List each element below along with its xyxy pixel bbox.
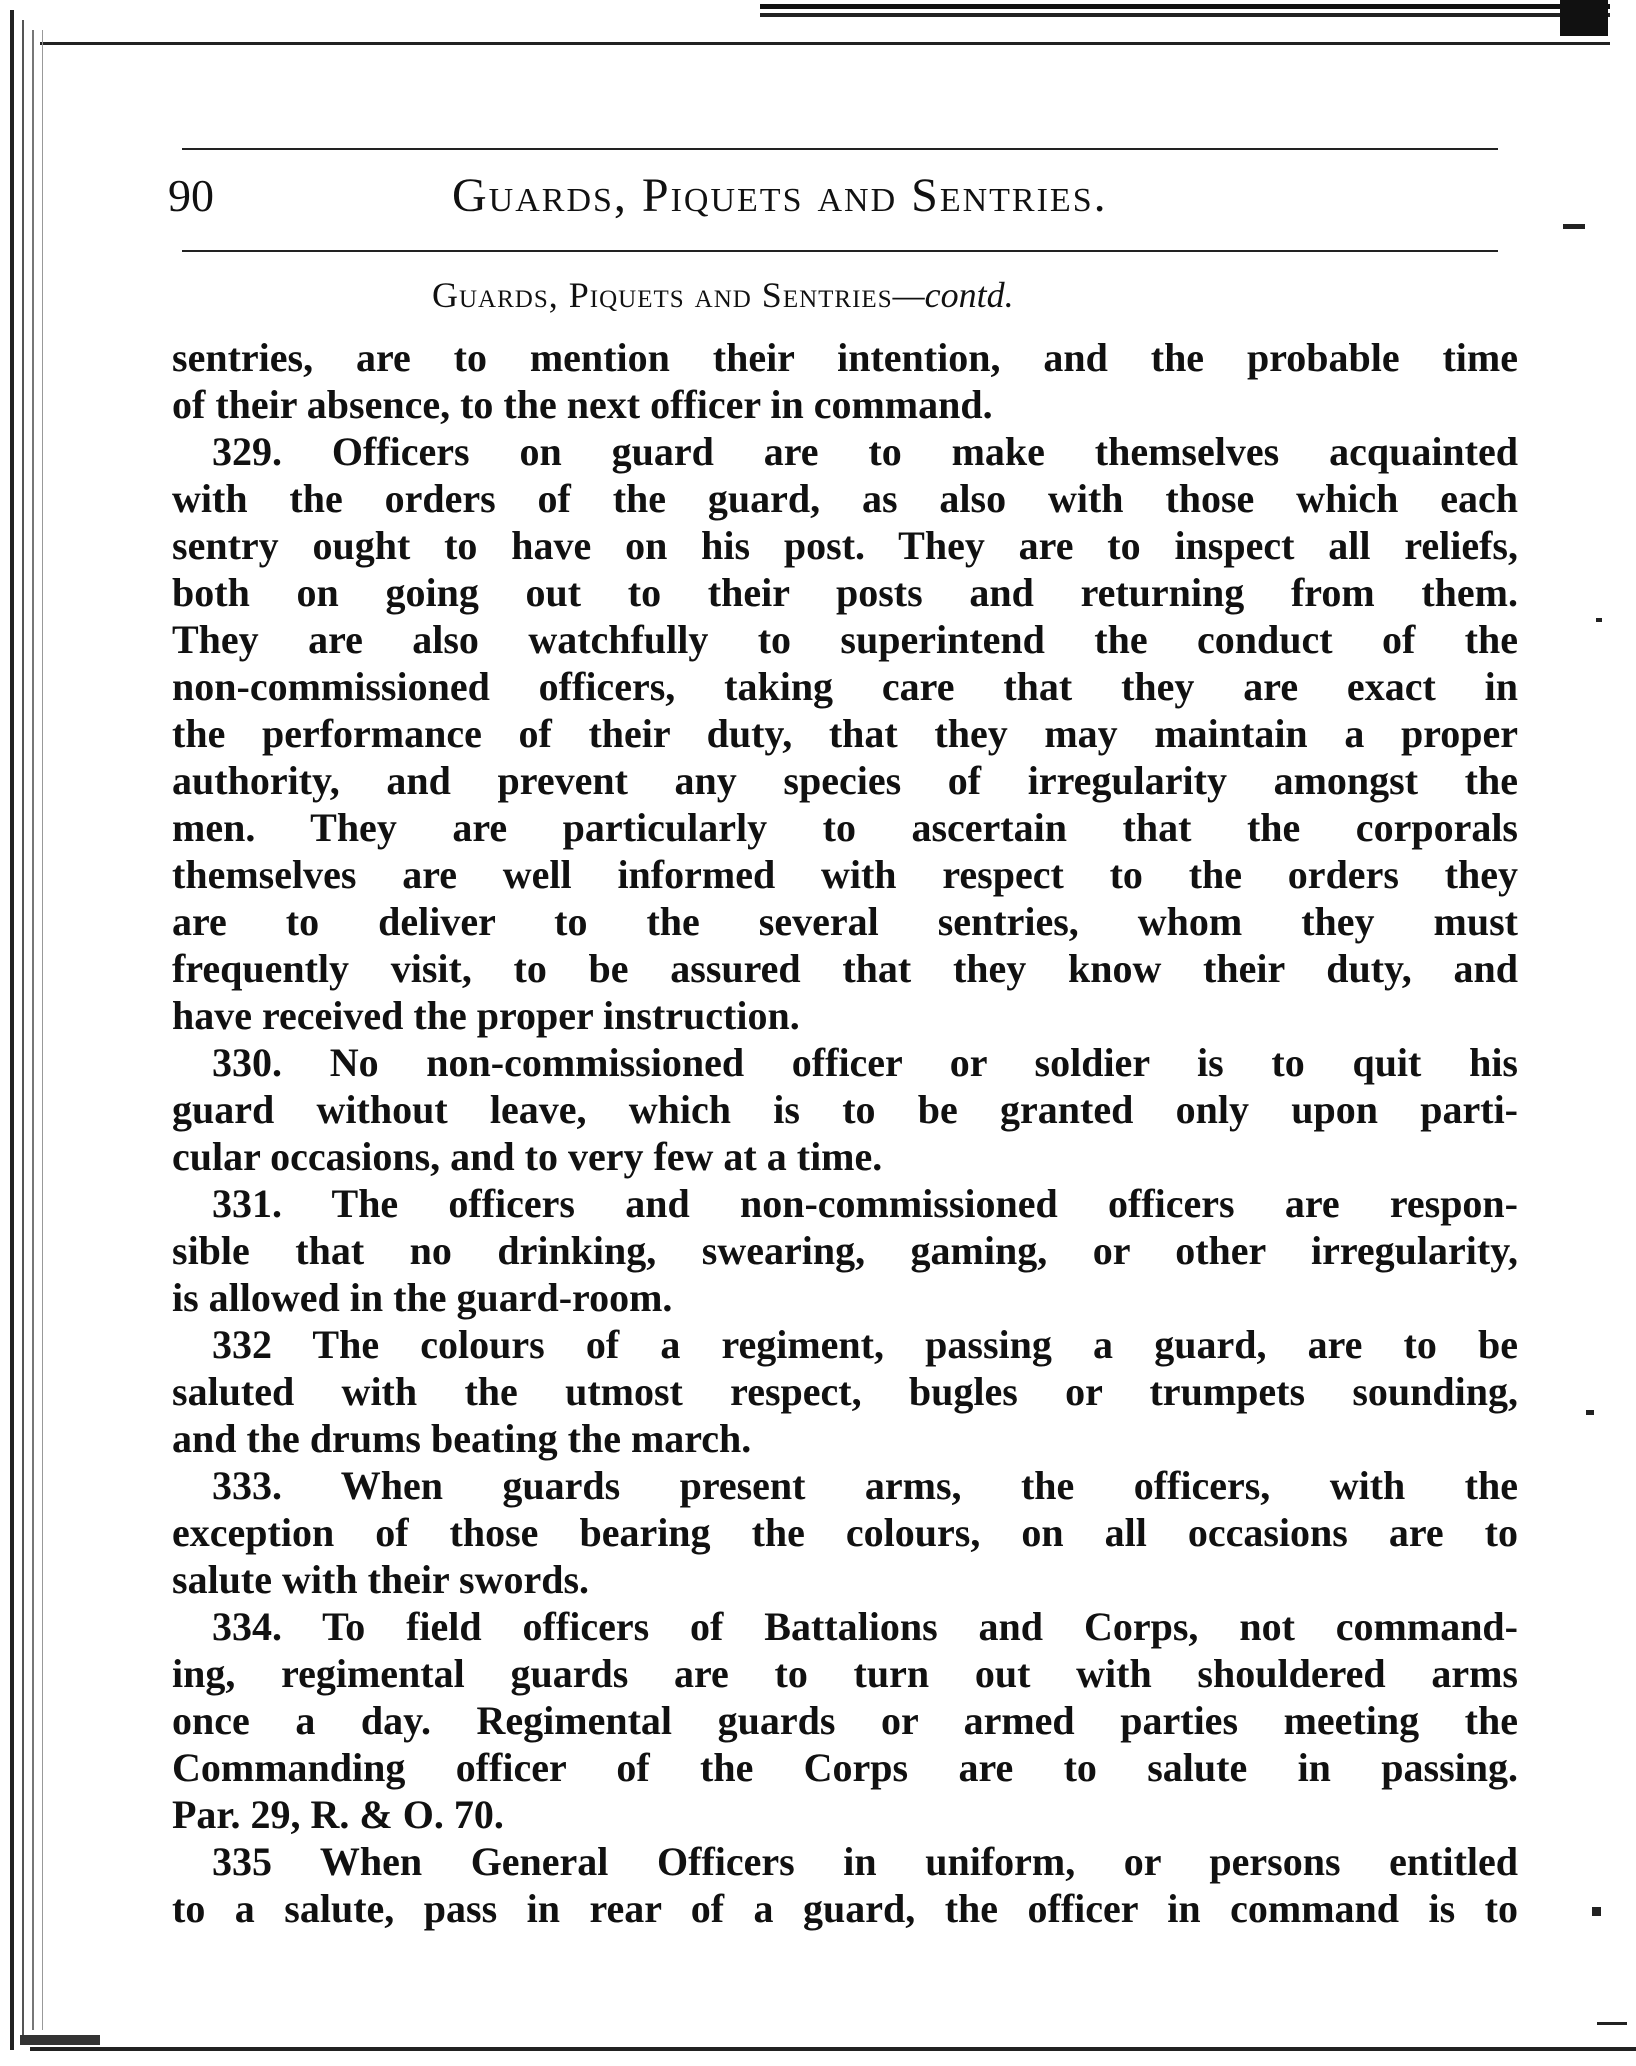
text-line: with the orders of the guard, as also with those which each (172, 476, 1518, 521)
text-line: ing, regimental guards are to turn out with shouldered arms (172, 1651, 1518, 1696)
text-line: frequently visit, to be assured that they know their duty, and (172, 946, 1518, 991)
text-line: men. They are particularly to ascertain that the corporals (172, 805, 1518, 850)
body-text (172, 334, 1518, 1932)
paragraph-329-line: 329. Officers on guard are to make themselves acquainted (212, 429, 1518, 474)
margin-mark (1596, 618, 1602, 622)
running-head: Guards, Piquets and Sentries. (452, 169, 1108, 222)
text-line: cular occasions, and to very few at a time. (172, 1134, 883, 1179)
text-line: sentry ought to have on his post. They are to inspect all reliefs, (172, 523, 1518, 568)
text-line: and the drums beating the march. (172, 1416, 752, 1461)
text-line: is allowed in the guard-room. (172, 1275, 673, 1320)
text-line: exception of those bearing the colours, on all occasions are to (172, 1510, 1518, 1555)
text-line: themselves are well informed with respect to the orders they (172, 852, 1518, 897)
page-left-edge-inner (22, 20, 24, 2040)
paragraph-331-line: 331. The officers and non-commissioned officers are respon- (212, 1181, 1518, 1226)
text-line: saluted with the utmost respect, bugles or trumpets sounding, (172, 1369, 1518, 1414)
text-line: sible that no drinking, swearing, gaming, or other irregularity, (172, 1228, 1518, 1273)
page-corner-mark (1560, 0, 1608, 36)
margin-mark (1597, 2022, 1627, 2025)
page-left-edge-inner-2 (32, 30, 34, 2030)
text-line: are to deliver to the several sentries, whom they must (172, 899, 1518, 944)
text-line: the performance of their duty, that they may maintain a proper (172, 711, 1518, 756)
header-rule-top (182, 148, 1498, 150)
text-line: Par. 29, R. & O. 70. (172, 1792, 504, 1837)
paragraph-332-line: 332 The colours of a regiment, passing a guard, are to be (212, 1322, 1518, 1367)
text-line: once a day. Regimental guards or armed parties meeting the (172, 1698, 1518, 1743)
page-bottom-corner (20, 2035, 100, 2045)
page-top-border (760, 0, 1610, 22)
text-line: guard without leave, which is to be granted only upon parti- (172, 1087, 1518, 1132)
paragraph-330-line: 330. No non-commissioned officer or soldier is to quit his (212, 1040, 1518, 1085)
text-line: sentries, are to mention their intention, and the probable time (172, 335, 1518, 380)
header-rule-bottom (182, 250, 1498, 252)
text-line: have received the proper instruction. (172, 993, 800, 1038)
text-line: of their absence, to the next officer in command. (172, 382, 993, 427)
page-left-edge-inner-3 (42, 30, 43, 2030)
page-bottom-edge (30, 2047, 1636, 2051)
margin-mark (1563, 224, 1585, 229)
text-line: salute with their swords. (172, 1557, 590, 1602)
paragraph-335-line: 335 When General Officers in uniform, or persons entitled (212, 1839, 1518, 1884)
paragraph-333-line: 333. When guards present arms, the officers, with the (212, 1463, 1518, 1508)
text-line: Commanding officer of the Corps are to salute in passing. (172, 1745, 1518, 1790)
section-heading-title: Guards, Piquets and Sentries (432, 275, 893, 315)
paragraph-334-line: 334. To field officers of Battalions and Corps, not command- (212, 1604, 1518, 1649)
margin-mark (1592, 1907, 1601, 1916)
page-top-rule (40, 42, 1610, 45)
text-line: They are also watchfully to superintend the conduct of the (172, 617, 1518, 662)
section-heading-suffix: —contd. (892, 275, 1014, 315)
text-line: both on going out to their posts and returning from them. (172, 570, 1518, 615)
margin-mark (1586, 1410, 1594, 1415)
page-left-edge (10, 10, 14, 2050)
section-heading (432, 274, 1014, 316)
text-line: authority, and prevent any species of irregularity amongst the (172, 758, 1518, 803)
text-line: to a salute, pass in rear of a guard, the officer in command is to (172, 1886, 1518, 1931)
text-line: non-commissioned officers, taking care that they are exact in (172, 664, 1518, 709)
page-number: 90 (168, 170, 214, 221)
